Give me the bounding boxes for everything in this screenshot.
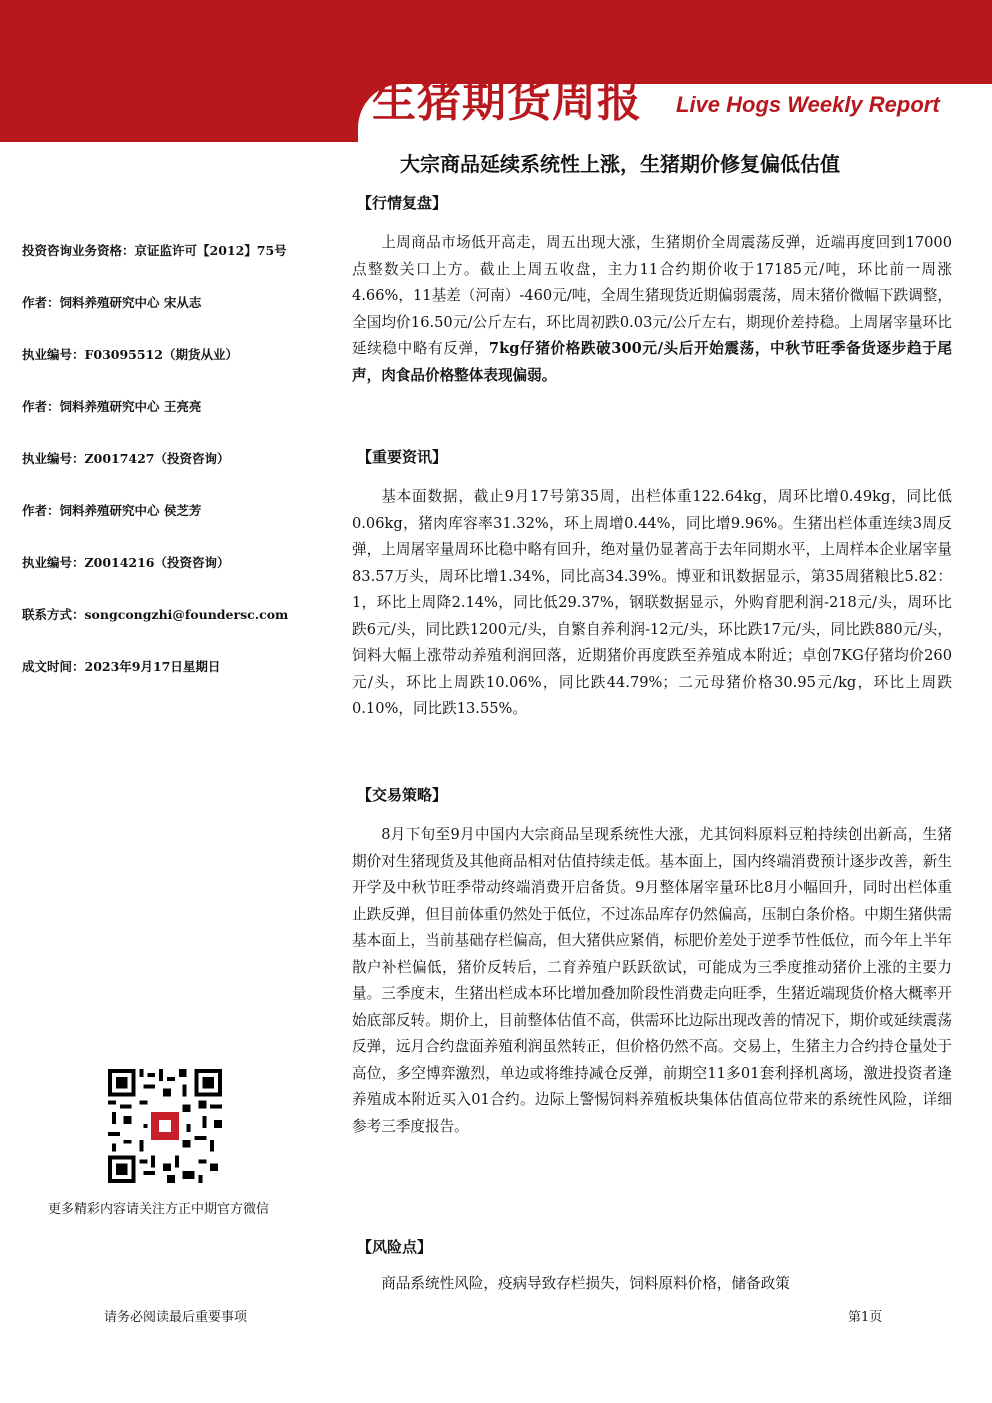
report-title-en: Live Hogs Weekly Report: [676, 92, 940, 117]
license-line: 执业编号：Z0014216（投资咨询）: [22, 555, 230, 570]
footer-disclaimer: 请务必阅读最后重要事项: [104, 1310, 248, 1325]
report-title-cn: 生猪期货周报: [372, 76, 642, 127]
page-number: 第1页: [848, 1310, 883, 1325]
license-line: 执业编号：Z0017427（投资咨询）: [22, 451, 230, 466]
qr-code-icon[interactable]: [108, 1069, 222, 1183]
strategy-paragraph: 8月下旬至9月中国内大宗商品呈现系统性大涨，尤其饲料原料豆粕持续创出新高，生猪期价对生猪现货及其他商品相对估值持续走低。基本面上，国内终端消费预计逐步改善，新生开学及中秋节旺季带动终端消费开启备货。9月整体屠宰量环比8月小幅回升，同时出栏体重止跌反弹，但目前体重仍然处于低位，不过冻品库存仍然偏高，压制白条价格。中期生猪供需基本面上，当前基础存栏偏高，但大猪供应紧俏，标肥价差处于逆季节性低位，而今年上半年散户补栏偏低，猪价反转后，二育养殖户跃跃欲试，可能成为三季度推动猪价上涨的主要力量。三季度末，生猪出栏成本环比增加叠加阶段性消费走向旺季，生猪近端现货价格大概率开始底部反转。期价上，目前整体估值不高，供需环比边际出现改善的情况下，期价或延续震荡反弹，远月合约盘面养殖利润虽然转正，但价格仍然不高。交易上，生猪主力合约持仓量处于高位，多空博弈激烈，单边或将维持减仓反弹，前期空11多01套利择机离场，激进投资者逢养殖成本附近买入01合约。边际上警惕饲料养殖板块集体估值高位带来的系统性风险，详细参考三季度报告。: [352, 826, 952, 1135]
news-paragraph: 基本面数据，截止9月17号第35周，出栏体重122.64kg，周环比增0.49kg，同比低0.06kg，猪肉库容率31.32%，环上周增0.44%，同比增9.96%。生猪出栏体重连续3周反弹，上周屠宰量周环比稳中略有回升，绝对量仍显著高于去年同期水平，上周样本企业屠宰量83.57万头，周环比增1.34%，同比高34.39%。博亚和讯数据显示，第35周猪粮比5.82：1，环比上周降2.14%，同比低29.37%，钢联数据显示，外购育肥利润-218元/头，周环比跌6元/头，同比跌1200元/头，自繁自养利润-12元/头，环比跌17元/头，同比跌880元/头，饲料大幅上涨带动养殖利润回落，近期猪价再度跌至养殖成本附近；卓创7KG仔猪均价260元/头，环比上周跌10.06%，同比跌44.79%；二元母猪价格30.95元/kg，环比上周跌0.10%，同比跌13.55%。: [352, 488, 952, 717]
author-line: 作者：饲料养殖研究中心 宋从志: [22, 295, 202, 310]
report-headline: 大宗商品延续系统性上涨，生猪期价修复偏低估值: [400, 152, 840, 176]
author-line: 作者：饲料养殖研究中心 王亮亮: [22, 399, 202, 414]
author-info-column: [22, 243, 332, 711]
market-review-paragraph: [352, 230, 952, 389]
date-line: 成文时间：2023年9月17日星期日: [22, 659, 221, 674]
license-line: 执业编号：F03095512（期货从业）: [22, 347, 238, 362]
qualification-line: 投资咨询业务资格：京证监许可【2012】75号: [22, 243, 287, 258]
market-review-highlight: 7kg仔猪价格跌破300元/头后开始震荡，中秋节旺季备货逐步趋于尾声，肉食品价格整体表现偏弱。: [352, 340, 952, 384]
author-line: 作者：饲料养殖研究中心 侯芝芳: [22, 503, 202, 518]
section-title-news: 【重要资讯】: [357, 448, 448, 466]
market-review-text: 上周商品市场低开高走，周五出现大涨，生猪期价全周震荡反弹，近端再度回到17000点整数关口上方。截止上周五收盘，主力11合约期价收于17185元/吨，环比前一周涨4.66%，11基差（河南）-460元/吨，全周生猪现货近期偏弱震荡，周末猪价微幅下跌调整，全国均价16.50元/公斤左右，环比周初跌0.03元/公斤左右，期现价差持稳。上周屠宰量环比延续稳中略有反弹，: [352, 234, 952, 357]
section-title-market-review: 【行情复盘】: [357, 194, 448, 212]
section-title-risk: 【风险点】: [357, 1238, 433, 1256]
qr-caption: 更多精彩内容请关注方正中期官方微信: [48, 1202, 270, 1217]
risk-paragraph: 商品系统性风险，疫病导致存栏损失，饲料原料价格，储备政策: [381, 1275, 790, 1292]
contact-line: 联系方式：songcongzhi@foundersc.com: [22, 607, 289, 622]
section-title-strategy: 【交易策略】: [357, 786, 448, 804]
